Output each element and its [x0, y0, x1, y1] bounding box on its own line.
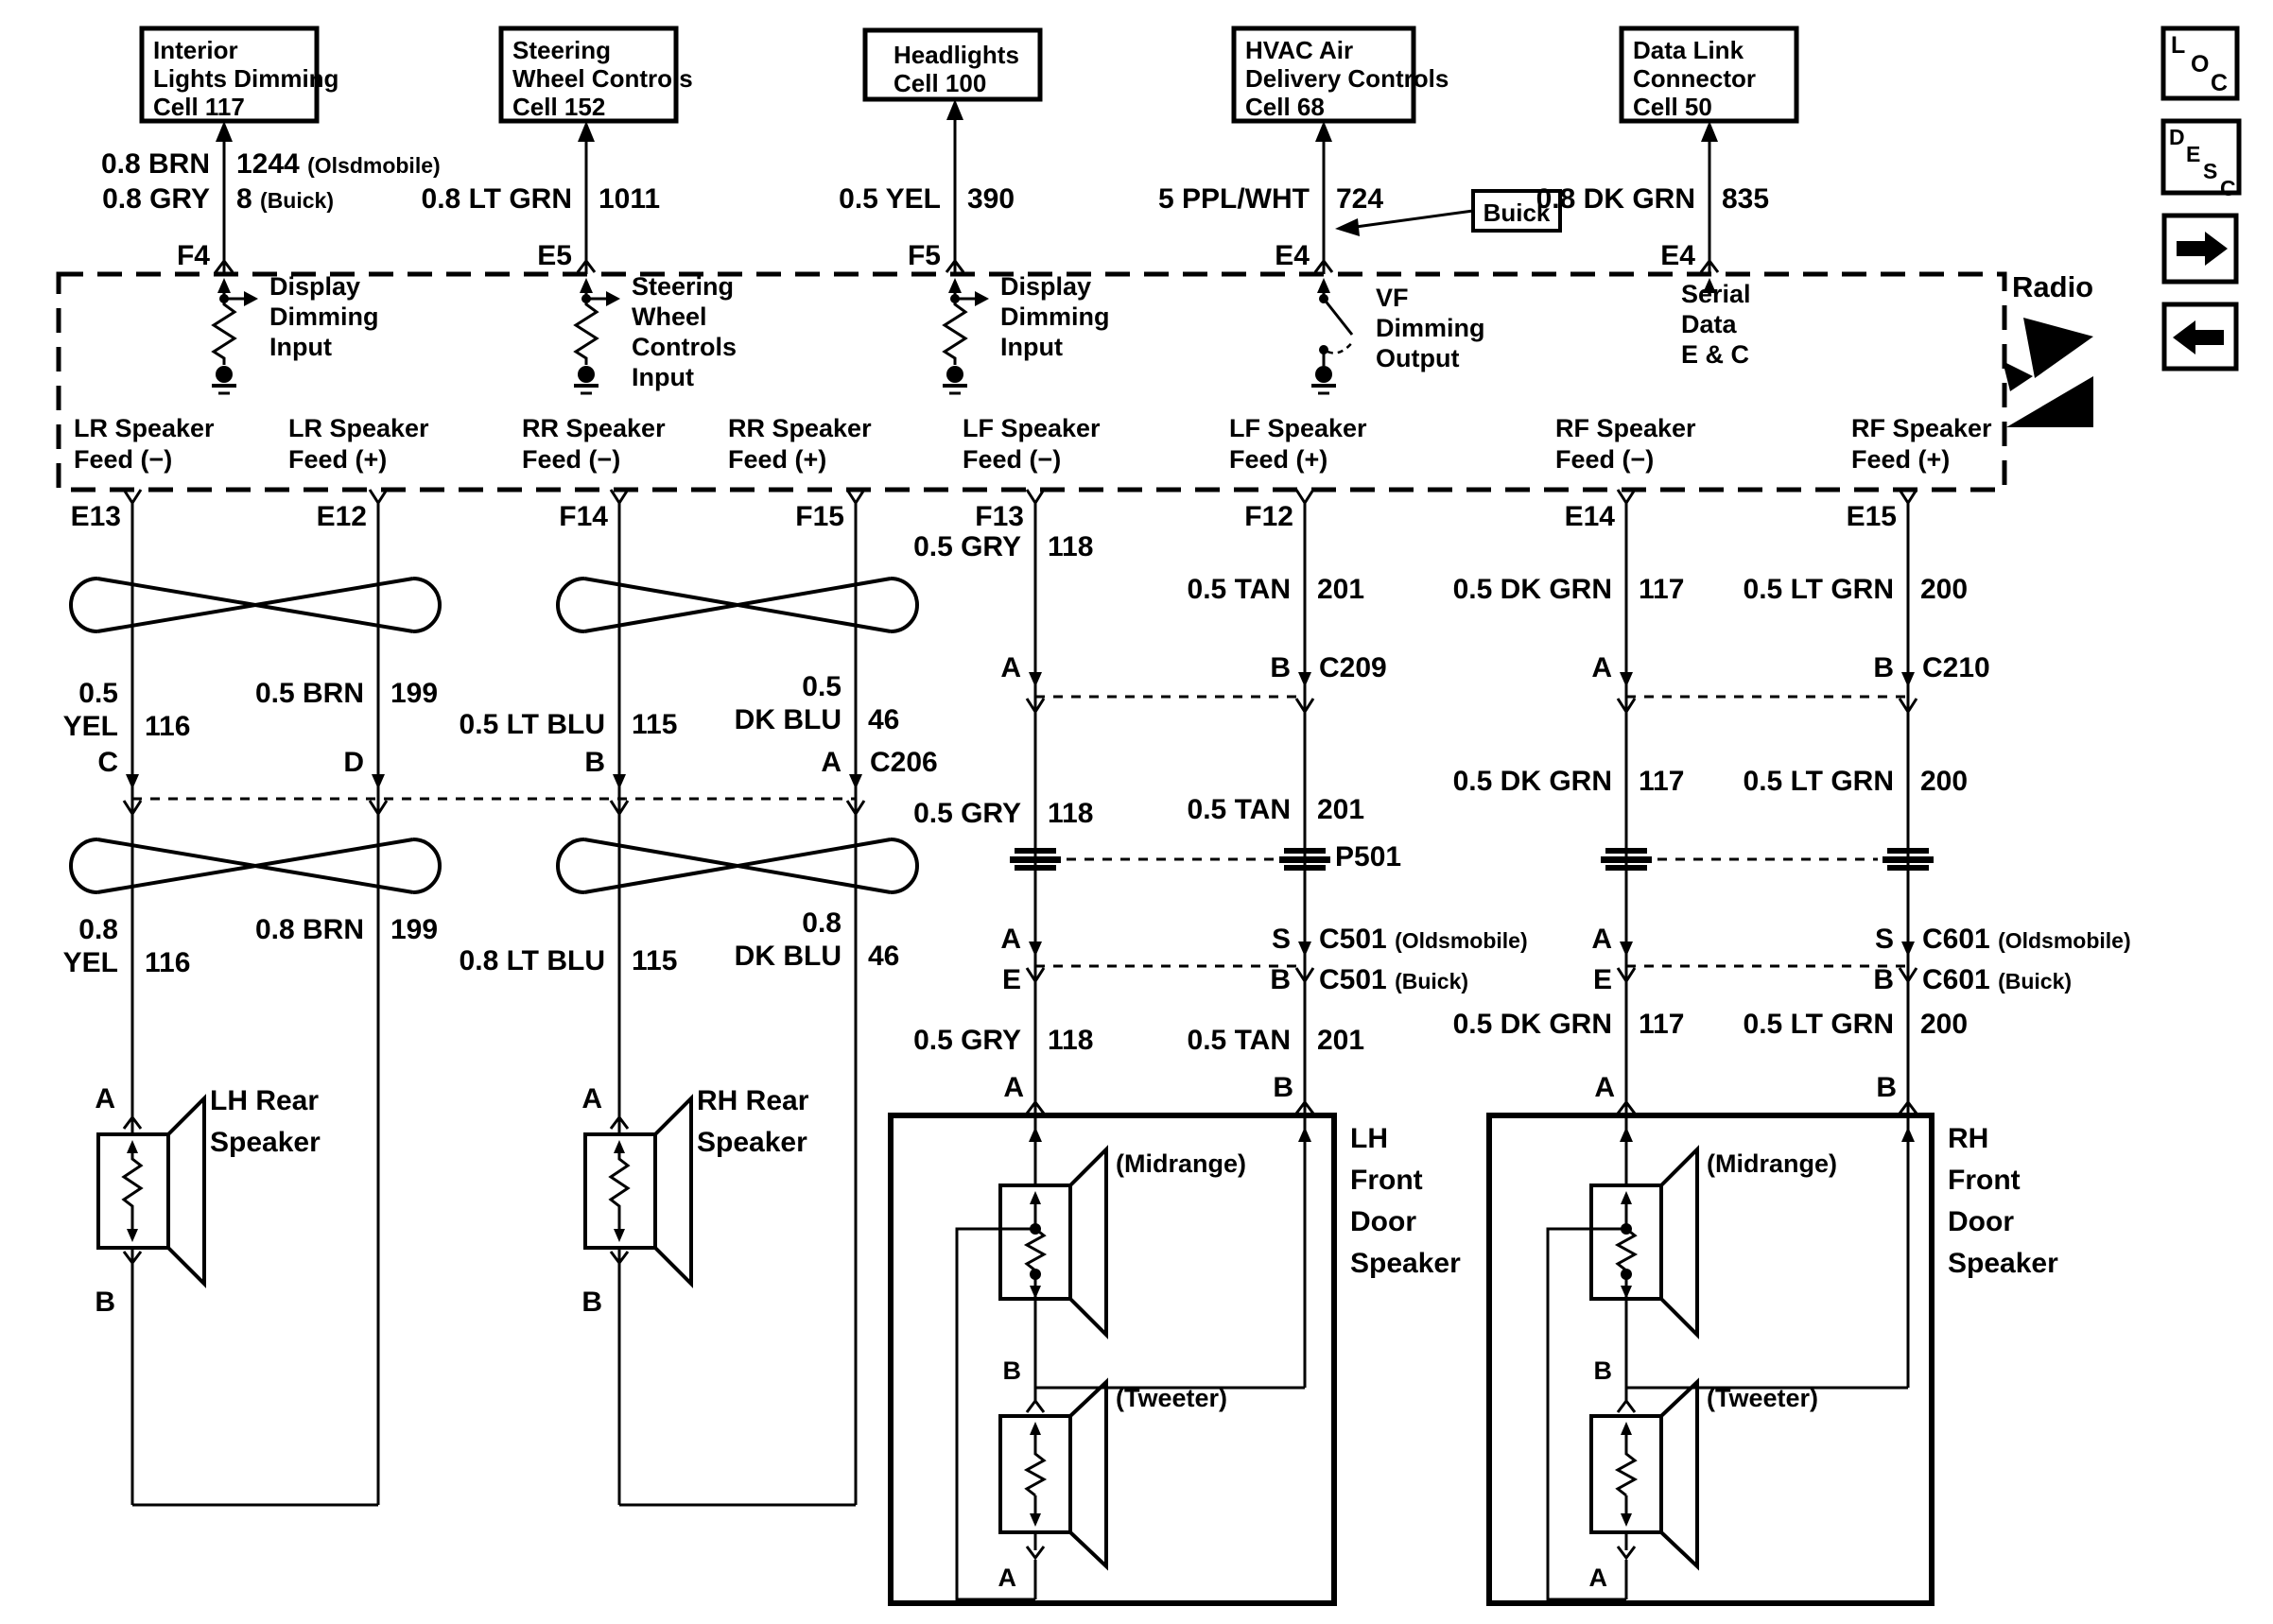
wire-gauge: 0.8 GRY: [102, 183, 210, 215]
conn-letter: A: [1591, 924, 1612, 955]
circuit-number: 115: [632, 709, 678, 740]
module-dlc-line2: Connector: [1633, 64, 1756, 93]
rf-tweeter-label: (Tweeter): [1707, 1384, 1819, 1412]
wire-label-dkgrn: 0.5 DK GRN: [1452, 1009, 1612, 1040]
pin-f13: F13: [975, 501, 1024, 532]
wire-label-yel: 0.8: [78, 914, 118, 945]
circuit-number: 201: [1317, 1025, 1365, 1056]
radio-fn-display-dimming-2: Dimming: [1000, 302, 1110, 331]
circuit-number: 116: [145, 947, 191, 978]
conn-letter: A: [1000, 924, 1021, 955]
door-pin: A: [1003, 1072, 1024, 1103]
circuit-number: 46: [868, 704, 900, 735]
door-pin: B: [1273, 1072, 1293, 1103]
connector-name-c501-buick: C501 (Buick): [1319, 964, 1469, 995]
pin-e13: E13: [70, 501, 121, 532]
lf-tweeter-pin-a: A: [998, 1564, 1016, 1592]
rr-pin-a: A: [581, 1083, 602, 1114]
module-steering-line2: Wheel Controls: [512, 64, 693, 93]
radio-pin-e4-dlc: E4: [1660, 240, 1695, 271]
lf-speaker-label: Front: [1350, 1165, 1423, 1196]
radio-fn-display-dimming-1: Dimming: [269, 302, 379, 331]
wire-label-dkgrn: 0.5 DK GRN: [1452, 766, 1612, 797]
esd-icon: [2003, 318, 2093, 427]
rr-pin-b: B: [581, 1287, 602, 1318]
door-pin: A: [1594, 1072, 1615, 1103]
circuit-number: 1244 (Olsdmobile): [236, 148, 441, 180]
conn-letter: E: [1001, 964, 1021, 995]
rf-speaker-label: RH: [1948, 1123, 1989, 1154]
feed-lf-neg: LF Speaker Feed (−): [963, 414, 1101, 474]
wire-label-ltgrn: 0.5 LT GRN: [1743, 574, 1894, 605]
wire-gauge: 0.8 LT GRN: [421, 183, 572, 215]
radio-pin-f5: F5: [907, 240, 941, 271]
conn-letter: B: [1873, 652, 1894, 683]
circuit-number: 118: [1048, 798, 1094, 829]
wire-label-brn: 0.5 BRN: [254, 678, 364, 709]
wire-label-tan: 0.5 TAN: [1187, 794, 1291, 825]
lf-speaker-label: LH: [1350, 1123, 1388, 1154]
radio-pin-e5: E5: [537, 240, 572, 271]
circuit-number: 200: [1920, 574, 1969, 605]
module-dlc-line3: Cell 50: [1633, 93, 1712, 121]
lf-speaker-label: Door: [1350, 1206, 1416, 1237]
module-headlights-line2: Cell 100: [894, 69, 987, 97]
circuit-number: 117: [1639, 574, 1685, 605]
radio-fn-vf-dimming: Dimming: [1376, 314, 1485, 342]
circuit-number: 199: [390, 914, 439, 945]
circuit-number: 118: [1048, 531, 1094, 562]
lf-midrange-label: (Midrange): [1116, 1149, 1246, 1178]
wire-label-dkblu: DK BLU: [734, 704, 842, 735]
rf-speaker-label: Front: [1948, 1165, 2021, 1196]
module-steering-line1: Steering: [512, 36, 612, 64]
circuit-number: 724: [1336, 183, 1384, 215]
circuit-number: 201: [1317, 794, 1365, 825]
module-interior-lights-line3: Cell 117: [153, 93, 245, 121]
next-button[interactable]: [2164, 216, 2236, 282]
radio-pin-e4-hvac: E4: [1275, 240, 1310, 271]
module-steering-line3: Cell 152: [512, 93, 606, 121]
feed-rr-neg: RR Speaker Feed (−): [522, 414, 666, 474]
wire-label-gry: 0.5 GRY: [913, 531, 1021, 562]
door-pin: B: [1876, 1072, 1897, 1103]
connector-name-c601-buick: C601 (Buick): [1922, 964, 2073, 995]
conn-letter: B: [584, 747, 605, 778]
lf-tweeter-pin-b: B: [1002, 1356, 1021, 1385]
circuit-number: 115: [632, 945, 678, 976]
conn-letter: B: [1873, 964, 1894, 995]
display-dimming-resistor-2: [943, 291, 989, 393]
connector-name-c209: C209: [1319, 652, 1387, 683]
conn-letter: S: [1271, 924, 1291, 955]
module-headlights-line1: Headlights: [894, 41, 1019, 69]
radio-fn-display-dimming-1: Display: [269, 272, 361, 301]
rf-speaker-label: Speaker: [1948, 1248, 2058, 1279]
wire-label-ltblu: 0.5 LT BLU: [459, 709, 605, 740]
display-dimming-resistor-1: [212, 291, 258, 393]
connector-c206: [124, 774, 864, 814]
radio-fn-steering-controls: Controls: [632, 333, 737, 361]
wire-gauge: 0.5 YEL: [839, 183, 941, 215]
wire-label-yel: YEL: [62, 947, 118, 978]
conn-letter: B: [1270, 964, 1291, 995]
circuit-number: 390: [967, 183, 1015, 215]
pin-e15: E15: [1846, 501, 1897, 532]
wire-label-dkgrn: 0.5 DK GRN: [1452, 574, 1612, 605]
feed-lr-pos: LR Speaker Feed (+): [288, 414, 429, 474]
radio-fn-steering-controls: Input: [632, 363, 694, 391]
rf-speaker-label: Door: [1948, 1206, 2014, 1237]
wire-label-ltgrn: 0.5 LT GRN: [1743, 766, 1894, 797]
buick-tag: Buick: [1483, 199, 1551, 227]
wire-label-brn: 0.8 BRN: [254, 914, 364, 945]
pin-f14: F14: [559, 501, 608, 532]
wire-gauge: 0.8 DK GRN: [1536, 183, 1695, 215]
feed-lf-pos: LF Speaker Feed (+): [1229, 414, 1367, 474]
wire-gauge: 5 PPL/WHT: [1157, 183, 1310, 215]
feed-rf-pos: RF Speaker Feed (+): [1851, 414, 1992, 474]
radio-fn-display-dimming-2: Display: [1000, 272, 1092, 301]
lf-tweeter-label: (Tweeter): [1116, 1384, 1228, 1412]
circuit-number: 199: [390, 678, 439, 709]
circuit-number: 46: [868, 941, 900, 972]
connector-name-c501-olds: C501 (Oldsmobile): [1319, 924, 1528, 955]
pin-e14: E14: [1564, 501, 1615, 532]
wire-label-dkblu: DK BLU: [734, 941, 842, 972]
vf-dimming-switch: [1311, 294, 1354, 393]
lr-pin-b: B: [95, 1287, 115, 1318]
connector-name-c601-olds: C601 (Oldsmobile): [1922, 924, 2131, 955]
rf-tweeter-pin-a: A: [1588, 1564, 1607, 1592]
radio-fn-steering-controls: Steering: [632, 272, 735, 301]
radio-fn-display-dimming-2: Input: [1000, 333, 1063, 361]
rr-speaker-circuit: [585, 503, 856, 1505]
radio-fn-serial-data: Serial: [1681, 280, 1751, 308]
circuit-number: 1011: [599, 183, 661, 215]
circuit-number: 201: [1317, 574, 1365, 605]
conn-letter: B: [1270, 652, 1291, 683]
lr-speaker-label: LH Rear: [210, 1085, 320, 1116]
circuit-number: 200: [1920, 766, 1969, 797]
connector-name-c210: C210: [1922, 652, 1990, 683]
conn-letter: A: [1000, 652, 1021, 683]
module-interior-lights-line1: Interior: [153, 36, 238, 64]
circuit-number: 8 (Buick): [236, 183, 334, 215]
module-hvac-line1: HVAC Air: [1245, 36, 1354, 64]
circuit-number: 835: [1722, 183, 1770, 215]
radio-fn-serial-data: Data: [1681, 310, 1737, 338]
radio-pin-f4: F4: [176, 240, 210, 271]
lr-speaker-circuit: [98, 503, 378, 1505]
connector-c209-c210: [1027, 672, 1917, 712]
circuit-number: 117: [1639, 1009, 1685, 1040]
desc-button[interactable]: D E S C: [2169, 125, 2236, 200]
conn-letter: E: [1592, 964, 1612, 995]
wire-label-dkblu: 0.5: [802, 671, 842, 702]
wire-label-ltblu: 0.8 LT BLU: [459, 945, 605, 976]
radio-fn-vf-dimming: VF: [1376, 284, 1409, 312]
rf-tweeter-pin-b: B: [1593, 1356, 1612, 1385]
feed-lr-neg: LR Speaker Feed (−): [74, 414, 215, 474]
module-interior-lights-line2: Lights Dimming: [153, 64, 339, 93]
lr-speaker-label: Speaker: [210, 1127, 321, 1158]
grommet-p501-row: [1010, 848, 1934, 871]
wire-gauge: 0.8 BRN: [100, 148, 210, 180]
module-hvac-line3: Cell 68: [1245, 93, 1325, 121]
pin-f15: F15: [795, 501, 844, 532]
conn-letter: D: [343, 747, 364, 778]
radio-fn-display-dimming-1: Input: [269, 333, 332, 361]
rf-speaker-circuit: [1489, 503, 1932, 1603]
conn-letter: S: [1874, 924, 1894, 955]
radio-title: Radio: [2012, 270, 2094, 303]
wire-label-tan: 0.5 TAN: [1187, 574, 1291, 605]
wire-label-gry: 0.5 GRY: [913, 1025, 1021, 1056]
wire-label-tan: 0.5 TAN: [1187, 1025, 1291, 1056]
radio-fn-vf-dimming: Output: [1376, 344, 1460, 372]
wire-label-yel: YEL: [62, 711, 118, 742]
lf-speaker-label: Speaker: [1350, 1248, 1461, 1279]
lr-pin-a: A: [95, 1083, 115, 1114]
wire-label-ltgrn: 0.5 LT GRN: [1743, 1009, 1894, 1040]
loc-button[interactable]: L O C: [2171, 32, 2229, 96]
conn-letter: A: [1591, 652, 1612, 683]
connector-name-p501: P501: [1335, 841, 1402, 872]
rf-midrange-label: (Midrange): [1707, 1149, 1837, 1178]
feed-rr-pos: RR Speaker Feed (+): [728, 414, 872, 474]
circuit-number: 200: [1920, 1009, 1969, 1040]
wire-label-dkblu: 0.8: [802, 907, 842, 939]
back-button[interactable]: [2164, 304, 2236, 369]
connector-name-c206: C206: [870, 747, 938, 778]
circuit-number: 116: [145, 711, 191, 742]
radio-fn-steering-controls: Wheel: [632, 302, 707, 331]
radio-top-connector-marks: [216, 261, 1718, 299]
rr-speaker-label: RH Rear: [697, 1085, 809, 1116]
radio-fn-serial-data: E & C: [1681, 340, 1750, 369]
pin-f12: F12: [1244, 501, 1293, 532]
wire-label-gry: 0.5 GRY: [913, 798, 1021, 829]
steering-controls-resistor: [574, 291, 620, 393]
circuit-number: 118: [1048, 1025, 1094, 1056]
conn-letter: C: [97, 747, 118, 778]
feed-rf-neg: RF Speaker Feed (−): [1555, 414, 1696, 474]
pin-e12: E12: [316, 501, 367, 532]
module-dlc-line1: Data Link: [1633, 36, 1744, 64]
wire-label-yel: 0.5: [78, 678, 118, 709]
conn-letter: A: [821, 747, 842, 778]
circuit-number: 117: [1639, 766, 1685, 797]
module-hvac-line2: Delivery Controls: [1245, 64, 1449, 93]
rr-speaker-label: Speaker: [697, 1127, 807, 1158]
